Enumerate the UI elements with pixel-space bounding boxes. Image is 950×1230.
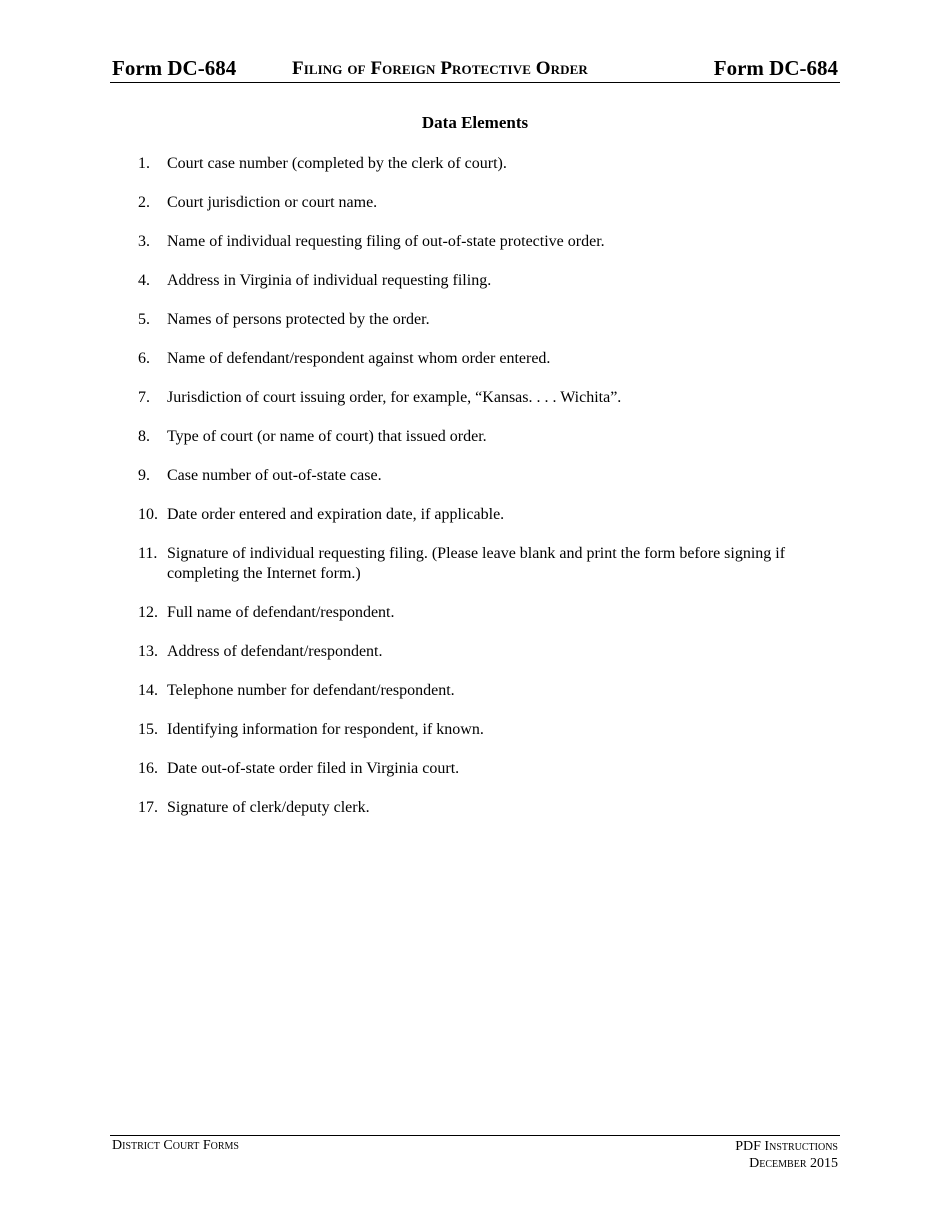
- item-number: 9.: [138, 467, 150, 484]
- item-number: 14.: [138, 682, 158, 699]
- footer-right-text: [735, 1138, 838, 1172]
- item-text: Jurisdiction of court issuing order, for example, “Kansas. . . . Wichita”.: [167, 389, 622, 406]
- item-number: 3.: [138, 233, 150, 250]
- list-item: [138, 603, 838, 623]
- list-item: [138, 466, 838, 486]
- list-item: [138, 271, 838, 291]
- item-text: Case number of out-of-state case.: [167, 467, 382, 484]
- list-item: [138, 349, 838, 369]
- item-number: 4.: [138, 272, 150, 289]
- page-header: [110, 56, 840, 83]
- item-number: 10.: [138, 506, 158, 523]
- form-number-left: Form DC-684: [112, 56, 237, 80]
- item-number: 15.: [138, 721, 158, 738]
- item-number: 5.: [138, 311, 150, 328]
- item-number: 16.: [138, 760, 158, 777]
- item-text: Name of individual requesting filing of out-of-state protective order.: [167, 233, 605, 250]
- footer-doc-type: PDF Instructions: [735, 1139, 838, 1154]
- list-item: [138, 505, 838, 525]
- form-number-right: Form DC-684: [713, 56, 838, 80]
- item-text: Court case number (completed by the clerk of court).: [167, 155, 507, 172]
- list-item: [138, 544, 838, 584]
- item-number: 11.: [138, 545, 158, 562]
- list-item: [138, 310, 838, 330]
- item-text: Identifying information for respondent, if known.: [167, 721, 484, 738]
- footer-divider: [110, 1135, 840, 1136]
- form-title: Filing of Foreign Protective Order: [292, 58, 588, 79]
- item-number: 6.: [138, 350, 150, 367]
- list-item: [138, 720, 838, 740]
- list-item: [138, 798, 838, 818]
- footer-left-text: District Court Forms: [112, 1138, 239, 1153]
- list-item: [138, 759, 838, 779]
- item-text: Type of court (or name of court) that issued order.: [167, 428, 487, 445]
- item-text: Signature of clerk/deputy clerk.: [167, 799, 370, 816]
- list-item: [138, 193, 838, 213]
- item-number: 12.: [138, 604, 158, 621]
- item-text: Telephone number for defendant/respondent.: [167, 682, 455, 699]
- list-item: [138, 388, 838, 408]
- item-number: 1.: [138, 155, 150, 172]
- data-elements-list: [138, 154, 838, 837]
- item-text: Date out-of-state order filed in Virginia court.: [167, 760, 460, 777]
- footer-date: December 2015: [749, 1156, 838, 1171]
- item-text: Address in Virginia of individual requesting filing.: [167, 272, 492, 289]
- item-text: Full name of defendant/respondent.: [167, 604, 395, 621]
- item-number: 17.: [138, 799, 158, 816]
- item-number: 2.: [138, 194, 150, 211]
- list-item: [138, 642, 838, 662]
- item-text: Name of defendant/respondent against whom order entered.: [167, 350, 551, 367]
- item-number: 7.: [138, 389, 150, 406]
- item-text: Court jurisdiction or court name.: [167, 194, 378, 211]
- item-text: Date order entered and expiration date, if applicable.: [167, 506, 505, 523]
- item-text: Signature of individual requesting filing. (Please leave blank and print the form before signing if completing the Internet form.): [167, 545, 786, 582]
- section-title: Data Elements: [421, 113, 529, 132]
- list-item: [138, 427, 838, 447]
- item-text: Address of defendant/respondent.: [167, 643, 383, 660]
- list-item: [138, 681, 838, 701]
- list-item: [138, 154, 838, 174]
- item-number: 13.: [138, 643, 158, 660]
- item-number: 8.: [138, 428, 150, 445]
- list-item: [138, 232, 838, 252]
- item-text: Names of persons protected by the order.: [167, 311, 430, 328]
